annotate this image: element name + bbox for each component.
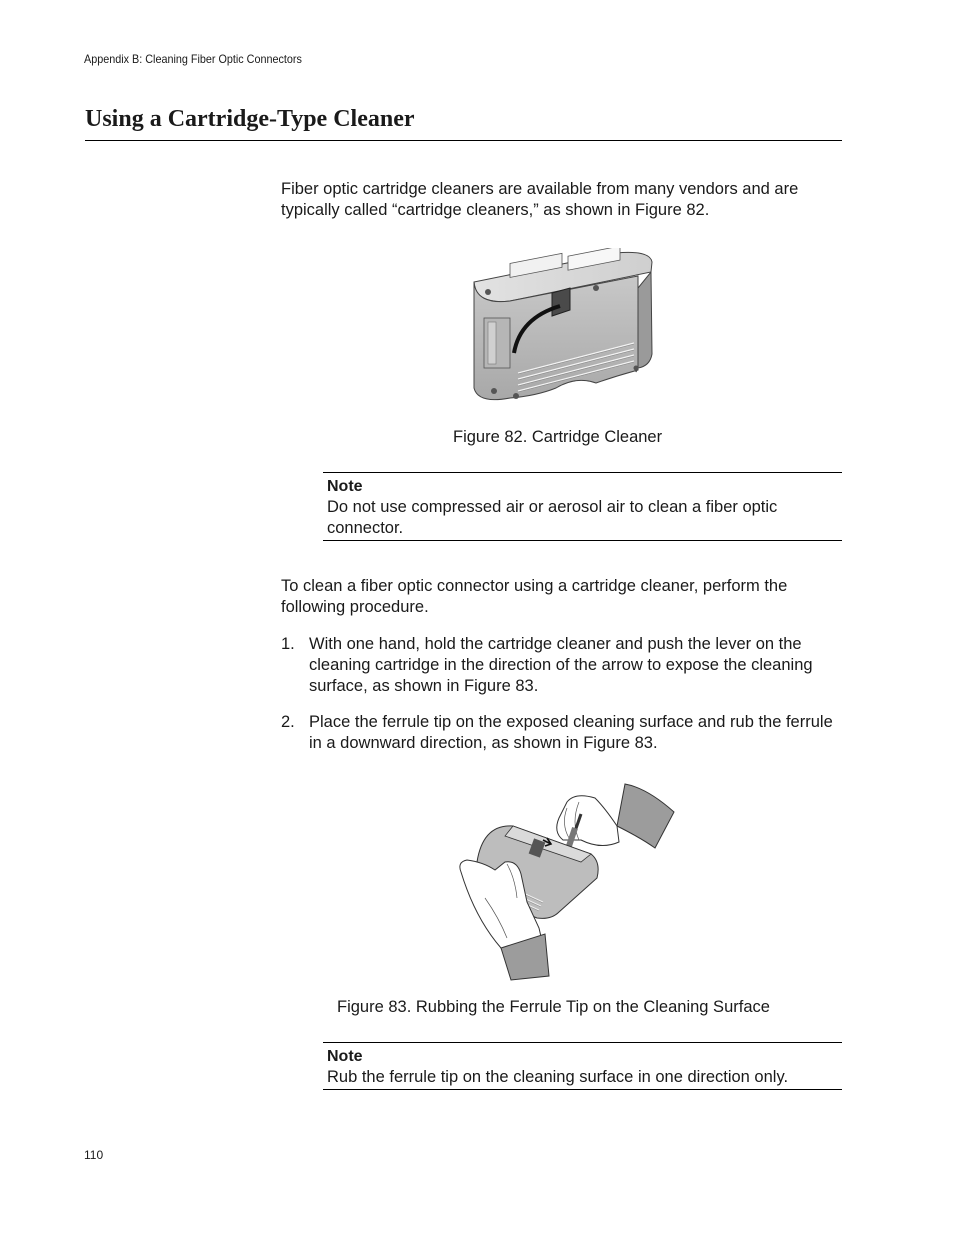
note-body: Do not use compressed air or aerosol air to clean a fiber optic connector.	[327, 498, 778, 537]
page-number: 110	[84, 1148, 104, 1162]
step-text: Place the ferrule tip on the exposed cleaning surface and rub the ferrule in a downward direction, as shown in Figure 83.	[309, 713, 833, 752]
step-number: 1.	[281, 635, 295, 653]
note-box-1	[323, 472, 842, 541]
rubbing-ferrule-figure	[455, 778, 677, 982]
step-number: 2.	[281, 713, 295, 731]
running-header: Appendix B: Cleaning Fiber Optic Connectors	[84, 52, 302, 66]
figure-82-caption: Figure 82. Cartridge Cleaner	[453, 428, 663, 446]
figure-83-caption: Figure 83. Rubbing the Ferrule Tip on the Cleaning Surface	[337, 998, 770, 1016]
intro-paragraph: Fiber optic cartridge cleaners are available from many vendors and are typically called “cartridge cleaners,” as shown in Figure 82.	[281, 180, 799, 219]
note-body: Rub the ferrule tip on the cleaning surface in one direction only.	[327, 1068, 789, 1086]
step-text: With one hand, hold the cartridge cleaner and push the lever on the cleaning cartridge in the direction of the arrow to expose the cleaning surface, as shown in Figure 83.	[309, 635, 813, 695]
section-title: Using a Cartridge-Type Cleaner	[85, 106, 415, 132]
note-heading: Note	[327, 1048, 363, 1065]
procedure-step	[281, 712, 841, 754]
title-rule	[85, 140, 842, 141]
procedure-step	[281, 634, 841, 697]
note-box-2	[323, 1042, 842, 1090]
cartridge-cleaner-figure	[466, 248, 658, 410]
procedure-intro: To clean a fiber optic connector using a cartridge cleaner, perform the following procedure.	[281, 577, 788, 616]
note-heading: Note	[327, 478, 363, 495]
